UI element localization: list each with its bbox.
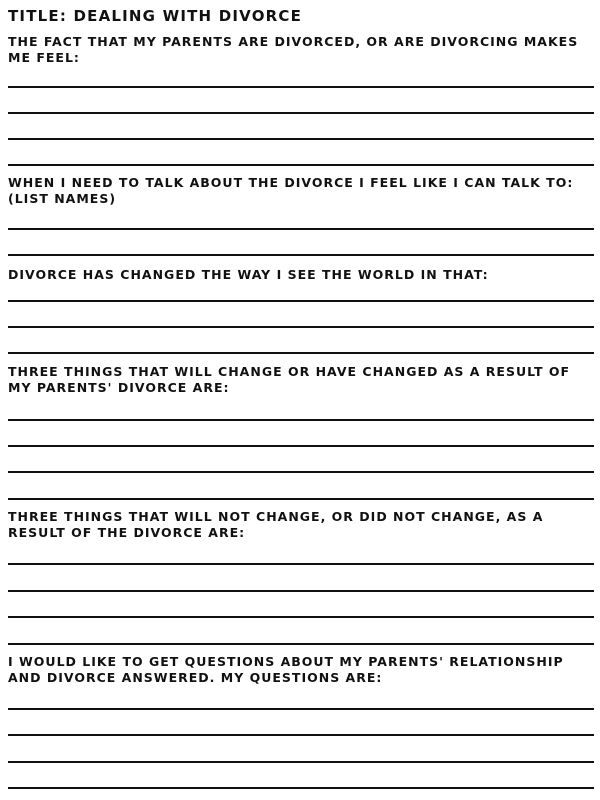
- prompt-things-changed: THREE THINGS THAT WILL CHANGE OR HAVE CHANGED AS A RESULT OF MY PARENTS' DIVORCE ARE:: [8, 364, 571, 395]
- answer-line[interactable]: [8, 138, 594, 140]
- answer-line[interactable]: [8, 300, 594, 302]
- answer-line[interactable]: [8, 471, 594, 473]
- answer-line[interactable]: [8, 228, 594, 230]
- answer-line[interactable]: [8, 734, 594, 736]
- answer-line[interactable]: [8, 590, 594, 592]
- worksheet-title: TITLE: DEALING WITH DIVORCE: [8, 7, 303, 25]
- answer-line[interactable]: [8, 352, 594, 354]
- answer-line[interactable]: [8, 761, 594, 763]
- answer-line[interactable]: [8, 616, 594, 618]
- prompt-world-view: DIVORCE HAS CHANGED THE WAY I SEE THE WORLD IN THAT:: [8, 267, 489, 282]
- answer-line[interactable]: [8, 498, 594, 500]
- answer-line[interactable]: [8, 643, 594, 645]
- answer-line[interactable]: [8, 787, 594, 789]
- prompt-talk-to: WHEN I NEED TO TALK ABOUT THE DIVORCE I FEEL LIKE I CAN TALK TO: (LIST NAMES): [8, 175, 574, 206]
- prompt-feelings: THE FACT THAT MY PARENTS ARE DIVORCED, OR ARE DIVORCING MAKES ME FEEL:: [8, 34, 579, 65]
- answer-line[interactable]: [8, 254, 594, 256]
- answer-line[interactable]: [8, 86, 594, 88]
- answer-line[interactable]: [8, 419, 594, 421]
- answer-line[interactable]: [8, 326, 594, 328]
- answer-line[interactable]: [8, 164, 594, 166]
- answer-line[interactable]: [8, 563, 594, 565]
- answer-line[interactable]: [8, 112, 594, 114]
- prompt-things-unchanged: THREE THINGS THAT WILL NOT CHANGE, OR DID NOT CHANGE, AS A RESULT OF THE DIVORCE ARE:: [8, 509, 544, 540]
- answer-line[interactable]: [8, 445, 594, 447]
- prompt-questions: I WOULD LIKE TO GET QUESTIONS ABOUT MY PARENTS' RELATIONSHIP AND DIVORCE ANSWERED. MY QUESTIONS ARE:: [8, 654, 564, 685]
- answer-line[interactable]: [8, 708, 594, 710]
